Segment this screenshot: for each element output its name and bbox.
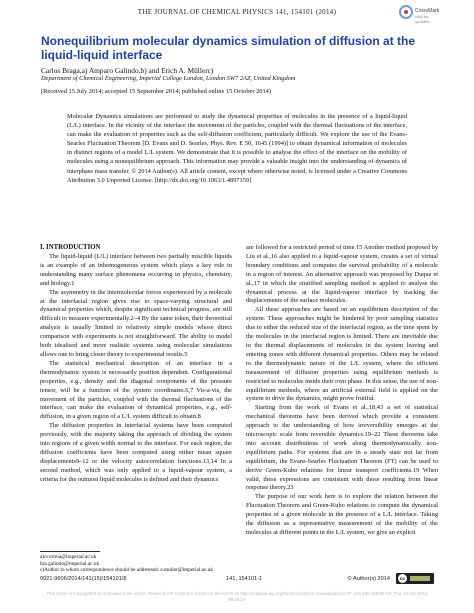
paragraph: The purpose of our work here is to explore the relation between the Fluctuation Theorem and Green-Kubo relations to compute the dynamical properties of a given molecule in the presence of a L/L interface. Taking the diffusion as a representative measurement of the mobility of the molecules at different points in the L/L system, we give an explicit [246,493,438,536]
paragraph: The liquid-liquid (L/L) interface between two partially miscible liquids is an example of an inhomogeneous system which plays a key role in understanding many surface phenomena occurring in physics, chemistry, and biology.1 [40,253,232,287]
paragraph: are followed for a restricted period of time.15 Another method proposed by Liu et al.,16 also applied to a liquid-vapour system, creates a set of virtual boundary conditions and computes the survival probability of a molecule in a region of interest. An alternative approach was proposed by Duque et al.,17 in which the stratified sampling method is applied to analyse the dynamical process at the liquid-vapour interface by tracking the displacements of the surface molecules. [246,244,438,305]
journal-header: THE JOURNAL OF CHEMICAL PHYSICS 141, 154101 (2014) [137,8,337,16]
abstract: Molecular Dynamics simulations are performed to study the dynamical properties of molecules in the presence of a liquid-liquid (L/L) interface. In the vicinity of the interface the movement of the particles, coupled with the thermal fluctuations of the interface, can make the evaluation of properties such as the self-diffusion coefficient, particularly difficult. We explore the use of the Evans-Searles Fluctuation Theorem [D. Evans and D. Searles, Phys. Rev. E 50, 1645 (1994)] to obtain dynamical information of molecules in distinct regions of a model L/L system. We demonstrate that it is possible to analyse the effect of the interface on the mobility of molecules using a nonequilibrium approach. This information may provide a valuable insight into the understanding of dynamics of interphase mass transfer. © 2014 Author(s). All article content, except where otherwise noted, is licensed under a Creative Commons Attribution 3.0 Unported License. [http://dx.doi.org/10.1063/1.4897159] [67,113,407,184]
footnote: b)a.galindo@imperial.ac.uk [40,560,100,567]
paragraph: The statistical mechanical description of an interface in a thermodynamic system is necessarily position dependent. Configurational properties, e.g., density and the diagonal components of the pressure tensor, will be a function of the system coordinates.6,7 Vis-a-vis, the movement of the particles, coupled with the thermal fluctuations of the interface, can make the evaluation of dynamical properties, e.g., self-diffusion, in a given region of a L/L system difficult to obtain.8 [40,359,232,421]
crossmark-label: CrossMark [415,8,440,14]
download-watermark: This article is copyrighted as indicated in the article. Reuse of AIP content is subject to the terms at: http://scitation.aip.org/termsconditions. Downloaded to IP: 155.198.198.99 On: Thu, 16 Oct 2014 09:43:19 [46,591,428,602]
crossmark-badge[interactable] [399,5,443,27]
cc-by-icon[interactable]: cc [396,573,434,584]
author-list: Carlos Braga,a) Amparo Galindo,b) and Erich A. Müllerc) [41,66,214,75]
paragraph: Starting from the work of Evans et al.,18,43 a set of statistical mechanical theorems have been derived which provide a consistent approach to the understanding of how irreversibility emerges at the microscopic scale from reversible dynamics.19–22 These theorems take into account distributions of work along thermodynamically non-equilibrium paths. For systems that are in a steady state not far from equilibrium, the Evans-Searles Fluctuation Theorem (FT) can be used to derive Green-Kubo relations for linear transport coefficients.19 When valid, these expressions are consistent with those resulting from linear response theory.23 [246,404,438,492]
paragraph: All these approaches are based on an equilibrium description of the system. These approaches might be hindered by poor sampling statistics due to either the reduced size of the interfacial region, as the time spent by the molecules in the interfacial region is limited. There are inevitable due to the thermal displacements of molecules in the system leaving and entering zones with different dynamical properties. Others may be related to the thermodynamic nature of the L/L system, where the efficient measurement of diffusion properties using equilibrium methods is restricted to molecules inside their own phase. In this sense, the use of non-equilibrium methods, where an artificial external field is applied on the system to drive the dynamics, might prove fruitful. [246,306,438,403]
affiliation: Department of Chemical Engineering, Imperial College London, London SW7 2AZ, United Kingdom [41,75,296,82]
footer-doc-id: 0021-9606/2014/141(15)/154101/8 [40,576,127,582]
section-heading: I. INTRODUCTION [40,244,101,251]
paragraph: The asymmetry in the intermolecular forces experienced by a molecule at the interfacial region gives rise to space-varying structural and dynamical properties which, despite significant technical progress, are still difficult to measure experimentally.2–4 By the same token, their theoretical analysis is usually limited to relatively simple models whose direct comparison with experiments is not straightforward. The ability to model both idealised and more realistic systems using molecular simulations allows one to bring closer theory to experimental results.5 [40,288,232,358]
footnote-divider [40,551,100,552]
footnotes [40,554,232,574]
footnote: c)Author to whom correspondence should be addressed. e.muller@imperial.ac.uk [40,567,213,574]
paragraph: The diffusion properties in interfacial systems have been computed previously, with the majority taking the approach of dividing the system into regions of a given width normal to the interface. For each region, the diffusion coefficients have been computed using either mean square displacements9–12 or the velocity autocorrelation functions.13,14 In a second method, which was only applied to a liquid-vapour system, a criteria for the outmost liquid molecules is defined and their dynamics [40,422,232,483]
footnote: a)ccorreia@imperial.ac.uk [40,554,97,560]
footer-page: 141, 154101-1 [226,576,263,582]
received-dates: (Received 15 July 2014; accepted 15 September 2014; published online 15 October 2014) [41,88,272,95]
crossmark-icon [399,5,413,19]
article-title: Nonequilibrium molecular dynamics simulation of diffusion at the liquid-liquid interface [41,34,416,62]
left-column [40,253,232,485]
right-column [246,244,438,538]
crossmark-sub: click for updates [415,14,430,24]
footer-copyright: © Author(s) 2014 [347,576,390,582]
